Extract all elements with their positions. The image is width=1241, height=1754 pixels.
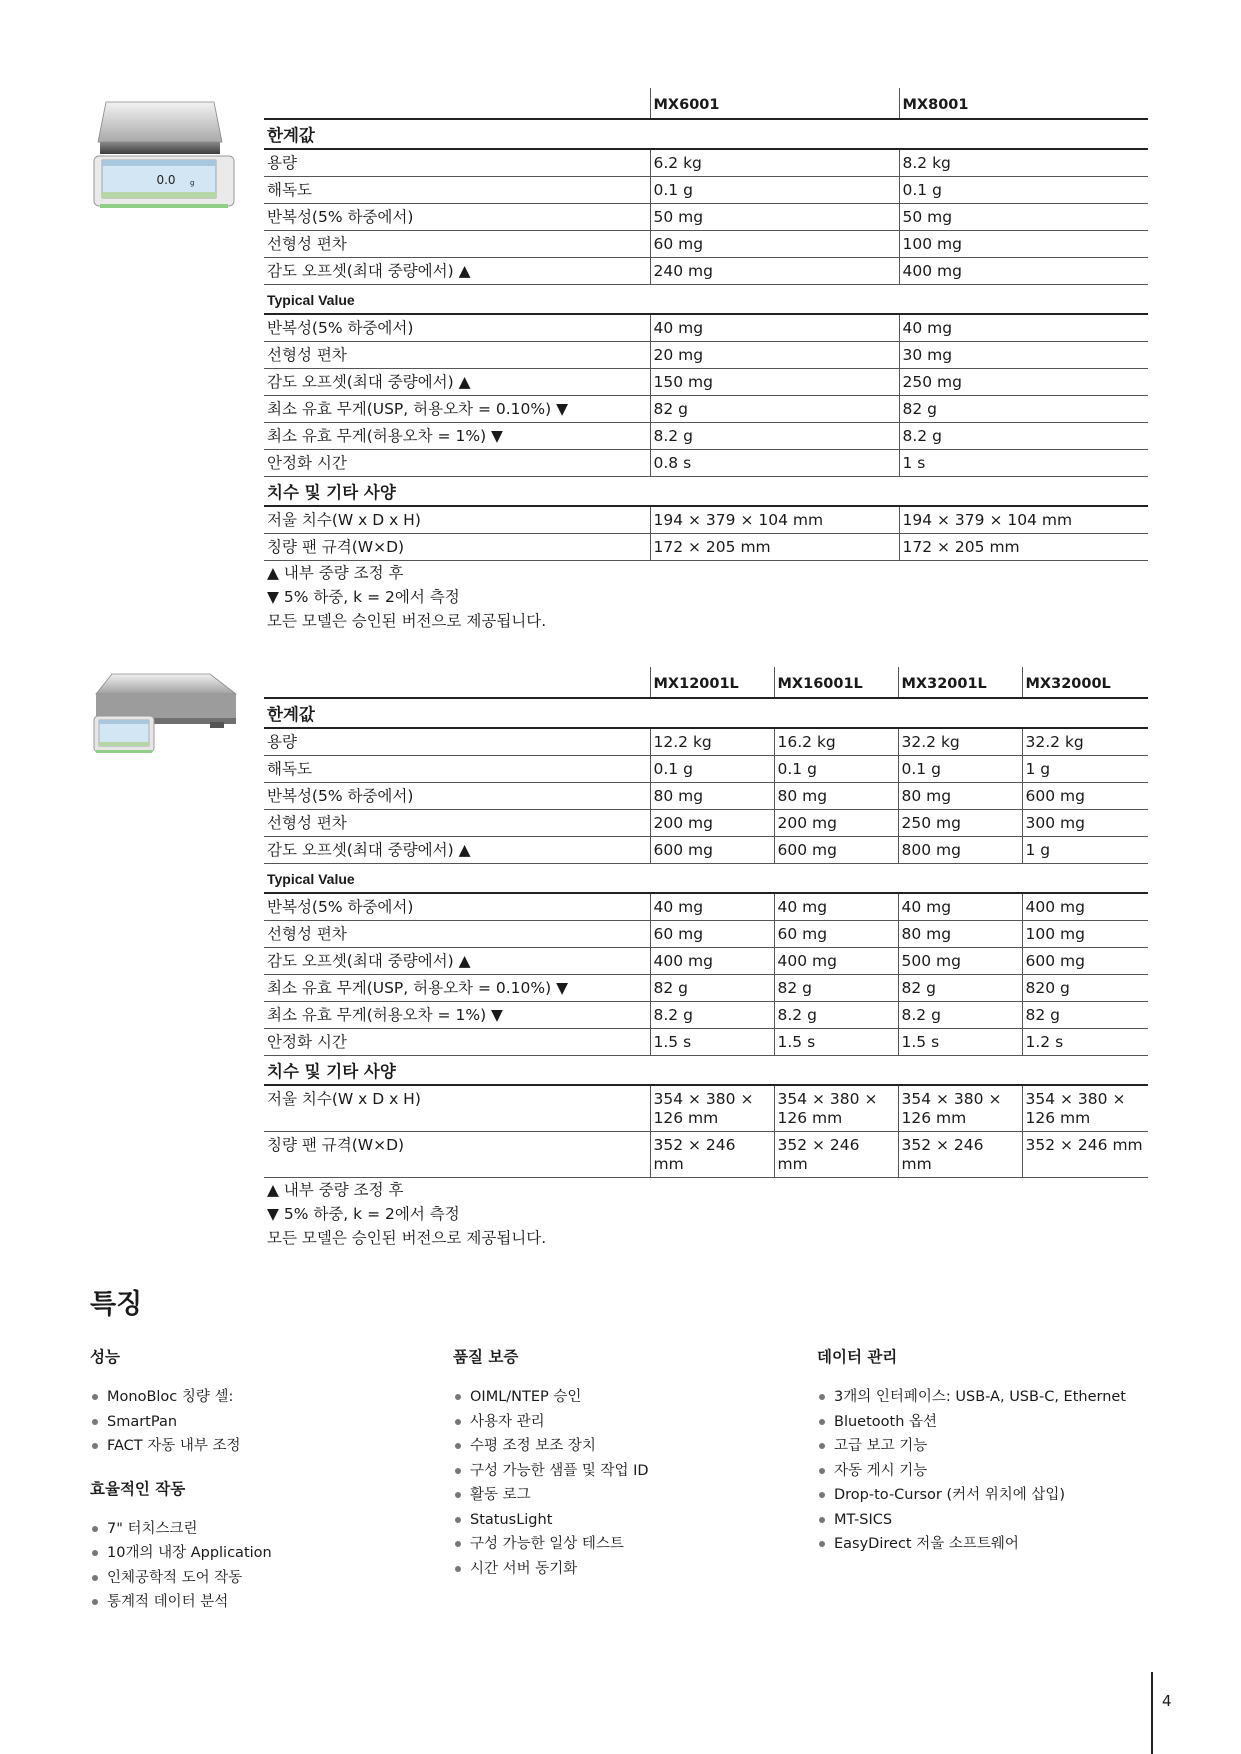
feature-item: Bluetooth 옵션 [817,1410,1157,1435]
spec-label: 칭량 팬 규격(W×D) [264,534,650,561]
page-divider [1151,1672,1153,1754]
spec-label: 반복성(5% 하중에서) [264,893,650,921]
spec-table-mx6001-mx8001 [264,88,1148,633]
spec-value: 30 mg [899,342,1148,369]
spec-row [264,258,1148,285]
spec-row [264,948,1148,975]
spec-value: 82 g [650,975,774,1002]
spec-label: 저울 치수(W x D x H) [264,1085,650,1132]
spec-label: 감도 오프셋(최대 중량에서) ▲ [264,948,650,975]
spec-value: 600 mg [1022,948,1148,975]
section-dimensions [264,477,1148,507]
features-title: 특징 [90,1289,143,1320]
spec-label: 반복성(5% 하중에서) [264,314,650,342]
footnote: 모든 모델은 승인된 버전으로 제공됩니다. [267,612,547,630]
spec-value: 1.2 s [1022,1029,1148,1056]
section-typical-value-label: Typical Value [264,285,1148,315]
spec-value: 6.2 kg [650,149,899,177]
spec-value: 600 mg [1022,783,1148,810]
spec-row [264,1002,1148,1029]
feature-item: Drop-to-Cursor (커서 위치에 삽입) [817,1483,1157,1508]
spec-row [264,921,1148,948]
spec-value: 40 mg [898,893,1022,921]
spec-label: 감도 오프셋(최대 중량에서) ▲ [264,837,650,864]
spec-value: 32.2 kg [1022,728,1148,756]
spec-value: 200 mg [650,810,774,837]
feature-item: 3개의 인터페이스: USB-A, USB-C, Ethernet [817,1385,1157,1410]
model-name: MX32001L [898,667,1022,698]
spec-value: 8.2 g [774,1002,898,1029]
spec-value: 172 × 205 mm [899,534,1148,561]
model-header-blank [264,667,650,698]
model-header-row [264,667,1148,698]
spec-value: 194 × 379 × 104 mm [650,506,899,534]
footnote-row [264,609,1148,633]
spec-value: 40 mg [650,893,774,921]
spec-value: 50 mg [899,204,1148,231]
spec-label: 칭량 팬 규격(W×D) [264,1132,650,1178]
spec-value: 60 mg [650,921,774,948]
spec-table-mx12001l-series [264,667,1148,1250]
feature-item: 구성 가능한 일상 테스트 [453,1532,793,1557]
footnote-row [264,1202,1148,1226]
spec-value: 0.1 g [774,756,898,783]
section-limits-label: 한계값 [264,119,1148,149]
spec-value: 40 mg [650,314,899,342]
spec-label: 안정화 시간 [264,450,650,477]
feature-list [453,1385,793,1581]
feature-item: MonoBloc 칭량 셀: [90,1385,430,1410]
spec-value: 40 mg [774,893,898,921]
spec-label: 선형성 편차 [264,342,650,369]
spec-value: 1.5 s [650,1029,774,1056]
spec-row [264,893,1148,921]
feature-item: 7" 터치스크린 [90,1517,430,1542]
spec-row [264,396,1148,423]
spec-value: 82 g [650,396,899,423]
footnote: ▲ 내부 중량 조정 후 [267,1181,404,1199]
spec-value: 1 s [899,450,1148,477]
spec-label: 최소 유효 무게(허용오차 = 1%) ▼ [264,1002,650,1029]
spec-value: 1 g [1022,837,1148,864]
spec-value: 1 g [1022,756,1148,783]
features-column-2 [453,1345,793,1599]
spec-value: 20 mg [650,342,899,369]
spec-value: 1.5 s [898,1029,1022,1056]
spec-value: 60 mg [774,921,898,948]
feature-item: StatusLight [453,1508,793,1533]
spec-row [264,369,1148,396]
spec-row [264,975,1148,1002]
features-column-1 [90,1345,430,1633]
spec-row [264,1132,1148,1178]
spec-label: 감도 오프셋(최대 중량에서) ▲ [264,258,650,285]
feature-item: 구성 가능한 샘플 및 작업 ID [453,1459,793,1484]
spec-value: 150 mg [650,369,899,396]
feature-list [817,1385,1157,1557]
spec-label: 선형성 편차 [264,231,650,258]
svg-text:g: g [190,179,195,187]
feature-item: 인체공학적 도어 작동 [90,1566,430,1591]
spec-value: 200 mg [774,810,898,837]
balance-image-compact [92,100,242,212]
model-name: MX32000L [1022,667,1148,698]
spec-value: 82 g [774,975,898,1002]
spec-label: 용량 [264,728,650,756]
spec-value: 0.8 s [650,450,899,477]
spec-label: 선형성 편차 [264,810,650,837]
spec-value: 400 mg [1022,893,1148,921]
spec-value: 352 × 246 mm [1022,1132,1148,1178]
feature-group-heading: 품질 보증 [453,1348,519,1366]
spec-value: 820 g [1022,975,1148,1002]
spec-row [264,756,1148,783]
spec-value: 60 mg [650,231,899,258]
feature-item: 사용자 관리 [453,1410,793,1435]
spec-row [264,149,1148,177]
spec-row [264,1085,1148,1132]
spec-row [264,423,1148,450]
spec-value: 82 g [1022,1002,1148,1029]
spec-row [264,204,1148,231]
spec-value: 194 × 379 × 104 mm [899,506,1148,534]
section-dimensions [264,1056,1148,1086]
spec-value: 0.1 g [899,177,1148,204]
spec-value: 800 mg [898,837,1022,864]
spec-value: 352 × 246 mm [774,1132,898,1178]
spec-value: 0.1 g [650,756,774,783]
spec-value: 32.2 kg [898,728,1022,756]
spec-value: 250 mg [899,369,1148,396]
spec-row [264,728,1148,756]
spec-value: 16.2 kg [774,728,898,756]
feature-item: 활동 로그 [453,1483,793,1508]
spec-value: 1.5 s [774,1029,898,1056]
spec-value: 500 mg [898,948,1022,975]
spec-value: 82 g [899,396,1148,423]
spec-value: 80 mg [898,783,1022,810]
feature-item: FACT 자동 내부 조정 [90,1434,430,1459]
spec-row [264,506,1148,534]
spec-value: 12.2 kg [650,728,774,756]
spec-value: 352 × 246 mm [898,1132,1022,1178]
spec-value: 0.1 g [650,177,899,204]
spec-value: 8.2 g [650,1002,774,1029]
footnote-row [264,1226,1148,1250]
footnote: ▼ 5% 하중, k = 2에서 측정 [267,1205,460,1223]
spec-value: 400 mg [899,258,1148,285]
spec-label: 최소 유효 무게(USP, 허용오차 = 0.10%) ▼ [264,975,650,1002]
spec-value: 600 mg [650,837,774,864]
footnote-row [264,585,1148,609]
spec-value: 8.2 g [899,423,1148,450]
spec-value: 8.2 kg [899,149,1148,177]
feature-item: 고급 보고 기능 [817,1434,1157,1459]
spec-value: 80 mg [650,783,774,810]
section-dimensions-label: 치수 및 기타 사양 [264,477,1148,507]
spec-value: 300 mg [1022,810,1148,837]
spec-row [264,342,1148,369]
model-header-row [264,88,1148,119]
features-column-3 [817,1345,1157,1575]
model-name: MX12001L [650,667,774,698]
feature-item: 시간 서버 동기화 [453,1557,793,1582]
spec-label: 최소 유효 무게(허용오차 = 1%) ▼ [264,423,650,450]
feature-item: 10개의 내장 Application [90,1541,430,1566]
spec-value: 172 × 205 mm [650,534,899,561]
spec-value: 8.2 g [898,1002,1022,1029]
section-typical-value [264,864,1148,894]
spec-value: 354 × 380 × 126 mm [650,1085,774,1132]
spec-value: 352 × 246 mm [650,1132,774,1178]
model-name: MX6001 [650,88,899,119]
spec-row [264,783,1148,810]
footnote: ▲ 내부 중량 조정 후 [267,564,404,582]
section-limits [264,698,1148,728]
spec-value: 400 mg [774,948,898,975]
spec-value: 100 mg [899,231,1148,258]
section-typical-value [264,285,1148,315]
spec-value: 240 mg [650,258,899,285]
spec-value: 400 mg [650,948,774,975]
spec-value: 354 × 380 × 126 mm [774,1085,898,1132]
feature-item: MT-SICS [817,1508,1157,1533]
spec-label: 저울 치수(W x D x H) [264,506,650,534]
spec-row [264,450,1148,477]
spec-value: 80 mg [774,783,898,810]
spec-value: 0.1 g [898,756,1022,783]
model-name: MX16001L [774,667,898,698]
spec-value: 354 × 380 × 126 mm [898,1085,1022,1132]
section-limits [264,119,1148,149]
spec-value: 250 mg [898,810,1022,837]
feature-item: OIML/NTEP 승인 [453,1385,793,1410]
feature-group-heading: 데이터 관리 [817,1348,898,1366]
feature-item: 자동 게시 기능 [817,1459,1157,1484]
spec-row [264,1029,1148,1056]
feature-item: 통계적 데이터 분석 [90,1590,430,1615]
feature-item: SmartPan [90,1410,430,1435]
spec-value: 600 mg [774,837,898,864]
model-header-blank [264,88,650,119]
balance-image-large [92,672,242,756]
section-dimensions-label: 치수 및 기타 사양 [264,1056,1148,1086]
footnote: 모든 모델은 승인된 버전으로 제공됩니다. [267,1229,547,1247]
footnote-row [264,561,1148,586]
spec-value: 8.2 g [650,423,899,450]
spec-row [264,177,1148,204]
spec-value: 100 mg [1022,921,1148,948]
spec-label: 안정화 시간 [264,1029,650,1056]
feature-group-heading: 성능 [90,1348,120,1366]
spec-value: 82 g [898,975,1022,1002]
section-typical-value-label: Typical Value [264,864,1148,894]
spec-value: 80 mg [898,921,1022,948]
page-number: 4 [1162,1692,1172,1710]
spec-value: 50 mg [650,204,899,231]
spec-row [264,810,1148,837]
spec-label: 선형성 편차 [264,921,650,948]
feature-item: EasyDirect 저울 소프트웨어 [817,1532,1157,1557]
spec-row [264,231,1148,258]
footnote-row [264,1178,1148,1203]
feature-list [90,1385,430,1459]
spec-value: 354 × 380 × 126 mm [1022,1085,1148,1132]
svg-text:0.0: 0.0 [156,173,176,187]
feature-group-heading: 효율적인 작동 [90,1479,186,1498]
spec-row [264,837,1148,864]
feature-item: 수평 조정 보조 장치 [453,1434,793,1459]
spec-label: 용량 [264,149,650,177]
footnote: ▼ 5% 하중, k = 2에서 측정 [267,588,460,606]
spec-label: 감도 오프셋(최대 중량에서) ▲ [264,369,650,396]
spec-label: 반복성(5% 하중에서) [264,204,650,231]
spec-row [264,314,1148,342]
spec-label: 해독도 [264,756,650,783]
model-name: MX8001 [899,88,1148,119]
spec-label: 반복성(5% 하중에서) [264,783,650,810]
spec-label: 해독도 [264,177,650,204]
feature-list [90,1517,430,1615]
spec-row [264,534,1148,561]
section-limits-label: 한계값 [264,698,1148,728]
spec-value: 40 mg [899,314,1148,342]
spec-label: 최소 유효 무게(USP, 허용오차 = 0.10%) ▼ [264,396,650,423]
